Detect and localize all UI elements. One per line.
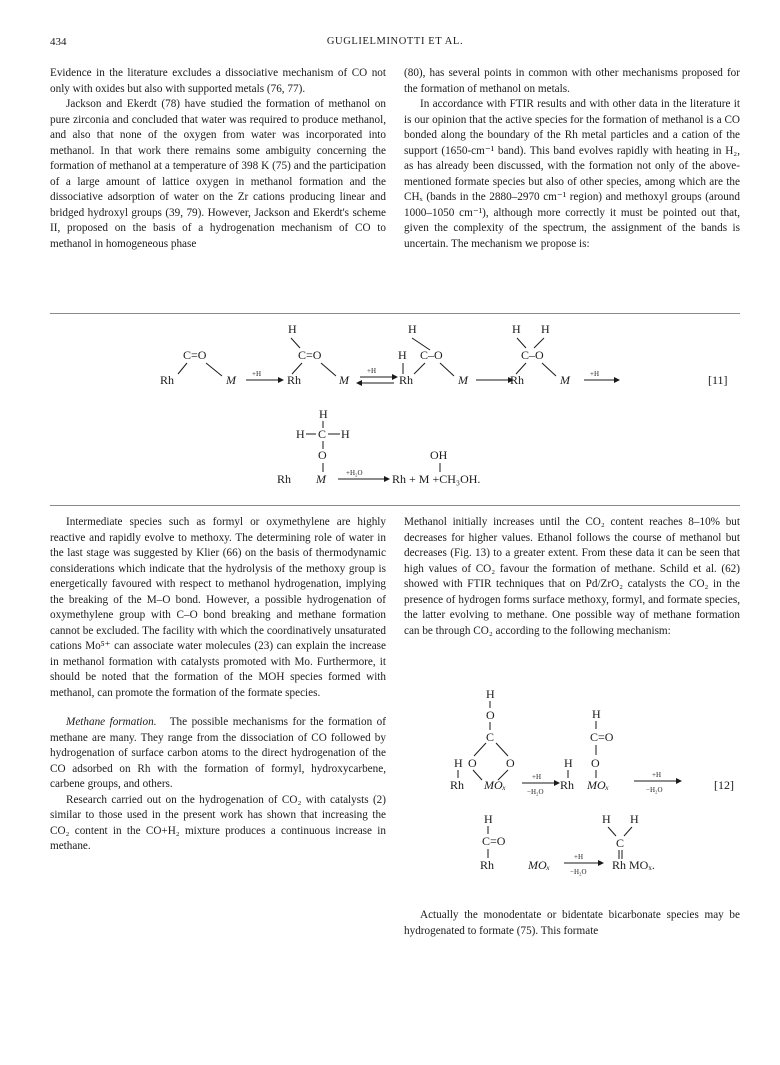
paragraph: Methanol initially increases until the CO₂ content reaches 8–10% but decreases for higher values. Ethanol follows the course of methanol but decreases (Fig. 13) to a greater extent. From these data it can be seen that high values of CO₂ favour the formation of methane. Schild et al. (62) showed with FTIR techniques that on Pd/ZrO₂ catalysts the CO₂ in the presence of hydrogen forms surface methoxy, formyl, and formate species, the latter evolving to methane. One possible way of methane formation can be through CO₂ according to the following mechanism: bbox=[404, 516, 740, 637]
s11-products: Rh + M +CH₃OH. bbox=[392, 472, 481, 486]
bottom-right-column bbox=[404, 515, 740, 639]
s12-co-3: C=O bbox=[482, 834, 506, 848]
s11-co-2: C=O bbox=[298, 348, 322, 362]
scheme-11 bbox=[0, 318, 780, 504]
s12-rh-2: Rh bbox=[560, 778, 575, 792]
page-number: 434 bbox=[50, 36, 67, 48]
s11-plush-2: +H bbox=[367, 367, 377, 375]
s12-o-1a: O bbox=[486, 708, 495, 722]
scheme-top-rule bbox=[50, 313, 740, 314]
s11-h-4b: H bbox=[541, 322, 550, 336]
paragraph: Actually the monodentate or bidentate bicarbonate species may be hydrogenated to formate (75). This formate bbox=[404, 909, 740, 937]
s11-co-3: C–O bbox=[420, 348, 443, 362]
page-header bbox=[50, 36, 740, 52]
s11-h-3b: H bbox=[398, 348, 407, 362]
s12-h-3: H bbox=[484, 812, 493, 826]
s11-rh-3: Rh bbox=[399, 373, 414, 387]
section-heading: Methane formation. bbox=[66, 716, 157, 728]
s11-h-3a: H bbox=[408, 322, 417, 336]
s12-o-1b: O bbox=[468, 756, 477, 770]
s12-plush-3: +H bbox=[574, 853, 584, 861]
s11-co-1: C=O bbox=[183, 348, 207, 362]
top-left-column bbox=[50, 66, 386, 252]
s12-rhmox: Rh MOₓ. bbox=[612, 858, 655, 872]
s12-o-1c: O bbox=[506, 756, 515, 770]
s12-minush2o-3: −H₂O bbox=[570, 868, 587, 876]
paragraph: (80), has several points in common with other mechanisms proposed for the formation of methanol on metals. bbox=[404, 67, 740, 95]
s11-h-4a: H bbox=[512, 322, 521, 336]
s12-rh-3: Rh bbox=[480, 858, 495, 872]
bottom-left-column bbox=[50, 515, 386, 855]
paragraph: In accordance with FTIR results and with other data in the literature it is our opinion that the active species for the formation of methanol is a CO bonded along the boundary of the Rh metal particles and a cation of the support (1650-cm⁻¹ band). This band evolves rapidly with heating in H₂, as has already been discussed, with the formation not only of the above-mentioned formate species but also of other species, among which are the CHₓ (bands in the 2880–2970 cm⁻¹ region) and methoxyl groups (around 1000–1050 cm⁻¹), although more correctly it must be pointed out that, given the complexity of the spectrum, the assignment of the bands is uncertain. The mechanism we propose is: bbox=[404, 98, 740, 250]
s11-number: [11] bbox=[708, 373, 728, 387]
s12-minush2o-1: −H₂O bbox=[527, 788, 544, 796]
s11-m-3: M bbox=[458, 373, 468, 387]
s11-h-5b: H bbox=[296, 427, 305, 441]
s11-rh-5: Rh bbox=[277, 472, 292, 486]
s12-rh-1: Rh bbox=[450, 778, 465, 792]
top-right-column bbox=[404, 66, 740, 252]
s11-rh-4: Rh bbox=[510, 373, 525, 387]
s12-mox-2: MOₓ bbox=[587, 778, 610, 792]
s12-plush-1: +H bbox=[532, 773, 542, 781]
s12-c-1: C bbox=[486, 730, 495, 744]
s12-mox-1: MOₓ bbox=[484, 778, 507, 792]
s11-plush2o: +H₂O bbox=[346, 469, 363, 477]
s12-h-1: H bbox=[486, 687, 495, 701]
s11-rh-2: Rh bbox=[287, 373, 302, 387]
s12-h-1b: H bbox=[454, 756, 463, 770]
s11-m-4: M bbox=[560, 373, 570, 387]
s12-mox-3: MOₓ bbox=[528, 858, 551, 872]
scheme-bottom-rule bbox=[50, 505, 740, 506]
paragraph-text: The possible mechanisms for the formation of methane are many. They range from the dissociation of CO followed by hydrogenation of surface carbon atoms to the direct hydrogenation of the CO adsorbed on Rh with the formation of formyl, hydroxycarbene, carbene groups, and others. bbox=[50, 716, 386, 790]
s12-plush-2: +H bbox=[652, 771, 662, 779]
s12-minush2o-2: −H₂O bbox=[646, 786, 663, 794]
s12-h-2b: H bbox=[564, 756, 573, 770]
s11-oh: OH bbox=[430, 448, 448, 462]
methane-paragraph bbox=[50, 715, 386, 793]
paragraph: Evidence in the literature excludes a dissociative mechanism of CO not only with oxides but also with supported metals (76, 77). bbox=[50, 67, 386, 95]
s11-m-2: M bbox=[339, 373, 349, 387]
s11-h-2: H bbox=[288, 322, 297, 336]
s11-co-4: C–O bbox=[521, 348, 544, 362]
s12-h-4a: H bbox=[602, 812, 611, 826]
paragraph: Jackson and Ekerdt (78) have studied the formation of methanol on pure zirconia and concluded that water was required to produce methanol, and also that none of the oxygen from water was incorporated into methanol. In that work there remains some ambiguity concerning the formation of methanol at a temperature of 398 K (75) and the participation of a large amount of lattice oxygen in methanol formation and the dissociative adsorption of water on the Zr cations producing linear and bridged hydroxyl groups (39, 79). However, Jackson and Ekerdt's scheme II, proposed on the basis of a hydrogenation mechanism of CO to methanol in homogeneous phase bbox=[50, 98, 386, 250]
running-title: GUGLIELMINOTTI ET AL. bbox=[326, 36, 464, 47]
s11-plush-1: +H bbox=[252, 370, 262, 378]
s11-h-5c: H bbox=[341, 427, 350, 441]
s12-number: [12] bbox=[714, 778, 734, 792]
s11-o-5: O bbox=[318, 448, 327, 462]
final-right-column bbox=[404, 908, 740, 939]
s12-co-2: C=O bbox=[590, 730, 614, 744]
s11-h-5a: H bbox=[319, 407, 328, 421]
s12-o-2: O bbox=[591, 756, 600, 770]
paragraph: Research carried out on the hydrogenation of CO₂ with catalysts (2) similar to those used in the present work has shown that increasing the CO₂ content in the CO+H₂ mixture produces a continuous increase in methane. bbox=[50, 793, 386, 852]
scheme-12 bbox=[404, 685, 744, 895]
s11-rh-1: Rh bbox=[160, 373, 175, 387]
s11-m-5: M bbox=[316, 472, 326, 486]
s12-h-2a: H bbox=[592, 707, 601, 721]
s12-h-4b: H bbox=[630, 812, 639, 826]
s11-c-5: C bbox=[318, 427, 327, 441]
s11-plush-3: +H bbox=[590, 370, 600, 378]
paragraph: Intermediate species such as formyl or oxymethylene are highly reactive and rapidly evolve to methoxy. The determining role of water in the last stage was suggested by Klier (66) on the basis of thermodynamic considerations which indicate that the hydrolysis of the methoxy group is energetically favoured with respect to methanol hydrogenation, implying the breaking of the M–O bond. However, a possible hydrogenation of oxymethylene group with C–O bond breaking and methane formation cannot be excluded. The facility with which the coordinatively unsaturated cations Mo⁵⁺ can associate water molecules (23) can explain the increase in methanol formation with catalysts promoted with Mo. Furthermore, it should be noted that the formation of the MOH species formed with methanol, can promote the formation of the formate species. bbox=[50, 516, 386, 699]
s11-m-1: M bbox=[226, 373, 236, 387]
s12-c-4: C bbox=[616, 836, 625, 850]
